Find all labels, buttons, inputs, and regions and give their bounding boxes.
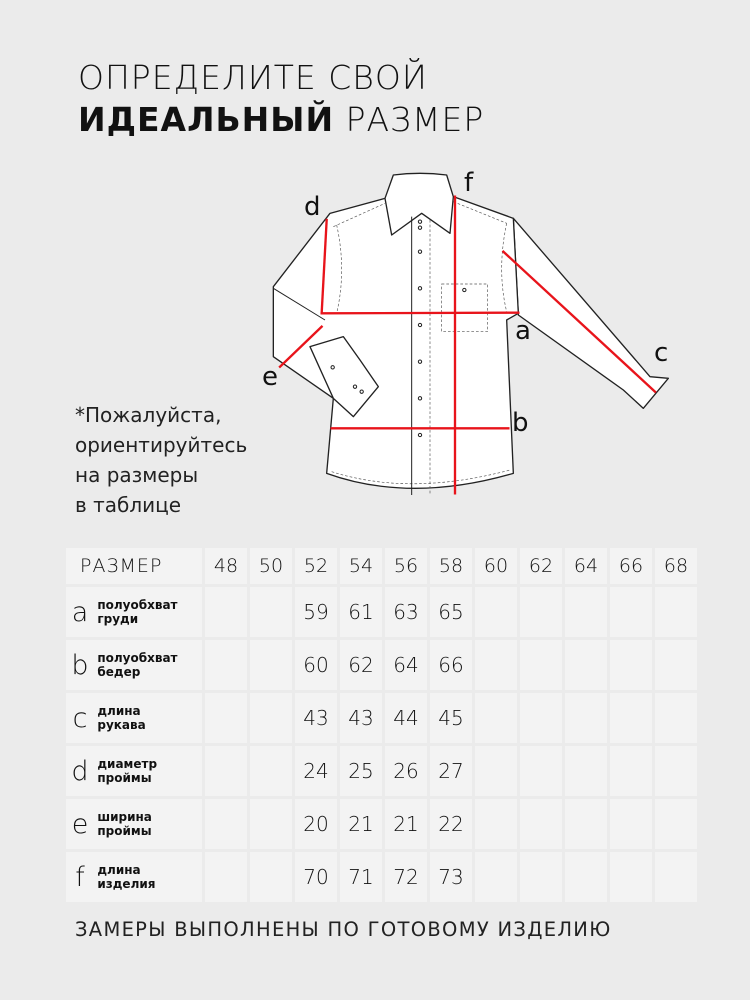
label-b: b	[512, 408, 529, 438]
measure-desc	[97, 863, 155, 891]
table-cell	[655, 693, 697, 743]
title-line-1: ОПРЕДЕЛИТЕ СВОЙ	[78, 58, 428, 97]
table-cell	[250, 799, 292, 849]
table-cell: 71	[340, 852, 382, 902]
desc-line: проймы	[97, 771, 152, 785]
table-cell: 45	[430, 693, 472, 743]
size-table	[63, 545, 700, 905]
measure-name	[66, 852, 202, 902]
measure-name	[66, 746, 202, 796]
label-c: c	[654, 338, 669, 368]
table-cell	[475, 587, 517, 637]
table-cell	[610, 640, 652, 690]
table-cell: 44	[385, 693, 427, 743]
table-cell	[250, 587, 292, 637]
table-cell: 21	[385, 799, 427, 849]
table-cell	[610, 852, 652, 902]
measure-desc	[97, 810, 152, 838]
table-cell: 26	[385, 746, 427, 796]
size-column-header: 62	[520, 548, 562, 584]
table-cell	[250, 640, 292, 690]
table-cell	[610, 693, 652, 743]
table-cell: 25	[340, 746, 382, 796]
table-cell	[250, 852, 292, 902]
measure-name	[66, 587, 202, 637]
measure-letter: b	[71, 649, 89, 681]
table-cell	[475, 640, 517, 690]
title-rest: РАЗМЕР	[334, 100, 485, 139]
desc-line: рукава	[97, 718, 146, 732]
table-cell	[520, 746, 562, 796]
table-cell	[610, 587, 652, 637]
desc-line: полуобхват	[97, 598, 178, 612]
table-cell	[520, 640, 562, 690]
table-cell	[520, 587, 562, 637]
table-cell	[520, 799, 562, 849]
measure-name	[66, 693, 202, 743]
table-cell: 43	[295, 693, 337, 743]
table-cell	[205, 640, 247, 690]
table-cell	[205, 746, 247, 796]
table-cell	[520, 693, 562, 743]
size-note	[75, 400, 247, 520]
size-column-header: 64	[565, 548, 607, 584]
measure-letter: d	[71, 755, 89, 787]
desc-line: изделия	[97, 877, 156, 891]
measure-name	[66, 799, 202, 849]
size-column-header: 60	[475, 548, 517, 584]
table-cell: 62	[340, 640, 382, 690]
desc-line: ширина	[97, 810, 152, 824]
table-cell	[655, 640, 697, 690]
desc-line: длина	[97, 863, 141, 877]
table-cell	[205, 799, 247, 849]
table-cell	[250, 746, 292, 796]
table-cell	[565, 746, 607, 796]
label-f: f	[464, 168, 474, 198]
measure-name	[66, 640, 202, 690]
measure-letter: a	[71, 596, 89, 628]
table-cell	[655, 746, 697, 796]
table-cell	[250, 693, 292, 743]
table-cell	[205, 693, 247, 743]
table-row	[66, 852, 697, 902]
label-e: e	[262, 362, 278, 392]
size-header: РАЗМЕР	[66, 548, 202, 584]
table-cell: 20	[295, 799, 337, 849]
table-cell	[565, 640, 607, 690]
table-cell: 66	[430, 640, 472, 690]
size-column-header: 56	[385, 548, 427, 584]
table-cell: 73	[430, 852, 472, 902]
measure-letter: e	[71, 808, 89, 840]
label-a: a	[515, 316, 531, 346]
measure-letter: f	[75, 861, 85, 893]
label-d: d	[304, 192, 321, 222]
table-cell	[565, 587, 607, 637]
table-cell	[655, 587, 697, 637]
size-column-header: 48	[205, 548, 247, 584]
table-cell	[565, 693, 607, 743]
shirt-right-sleeve	[513, 218, 668, 408]
note-line: *Пожалуйста,	[75, 403, 222, 427]
note-line: ориентируйтесь	[75, 433, 248, 457]
size-column-header: 66	[610, 548, 652, 584]
footer-note: ЗАМЕРЫ ВЫПОЛНЕНЫ ПО ГОТОВОМУ ИЗДЕЛИЮ	[75, 918, 612, 941]
table-cell: 59	[295, 587, 337, 637]
table-row	[66, 640, 697, 690]
measure-line-a	[322, 313, 519, 314]
table-cell: 65	[430, 587, 472, 637]
table-row	[66, 693, 697, 743]
size-column-header: 68	[655, 548, 697, 584]
table-row	[66, 746, 697, 796]
table-cell: 72	[385, 852, 427, 902]
shirt-body	[273, 197, 518, 489]
table-cell	[205, 587, 247, 637]
table-cell	[565, 852, 607, 902]
desc-line: бедер	[97, 665, 141, 679]
table-cell: 22	[430, 799, 472, 849]
table-cell: 64	[385, 640, 427, 690]
table-cell	[475, 693, 517, 743]
table-row	[66, 587, 697, 637]
measure-desc	[97, 704, 145, 732]
table-cell	[520, 852, 562, 902]
table-cell	[565, 799, 607, 849]
table-cell	[655, 799, 697, 849]
table-cell: 70	[295, 852, 337, 902]
desc-line: длина	[97, 704, 141, 718]
measure-letter: c	[72, 702, 88, 734]
desc-line: полуобхват	[97, 651, 178, 665]
desc-line: диаметр	[97, 757, 158, 771]
desc-line: груди	[97, 612, 139, 626]
table-cell: 27	[430, 746, 472, 796]
table-header-row	[66, 548, 697, 584]
table-cell	[655, 852, 697, 902]
table-cell: 63	[385, 587, 427, 637]
title-bold: ИДЕАЛЬНЫЙ	[78, 100, 335, 139]
table-cell	[205, 852, 247, 902]
desc-line: проймы	[97, 824, 152, 838]
size-column-header: 54	[340, 548, 382, 584]
title-line-2	[78, 100, 484, 139]
table-cell	[475, 799, 517, 849]
note-line: на размеры	[75, 463, 199, 487]
table-cell: 21	[340, 799, 382, 849]
table-cell	[610, 746, 652, 796]
shirt-diagram	[260, 160, 680, 500]
table-cell: 61	[340, 587, 382, 637]
table-cell: 43	[340, 693, 382, 743]
measure-desc	[97, 598, 177, 626]
table-row	[66, 799, 697, 849]
table-cell	[475, 852, 517, 902]
measure-desc	[97, 651, 177, 679]
table-cell	[610, 799, 652, 849]
size-column-header: 50	[250, 548, 292, 584]
note-line: в таблице	[75, 493, 182, 517]
size-column-header: 58	[430, 548, 472, 584]
size-column-header: 52	[295, 548, 337, 584]
table-cell: 60	[295, 640, 337, 690]
table-cell	[475, 746, 517, 796]
table-cell: 24	[295, 746, 337, 796]
measure-desc	[97, 757, 157, 785]
